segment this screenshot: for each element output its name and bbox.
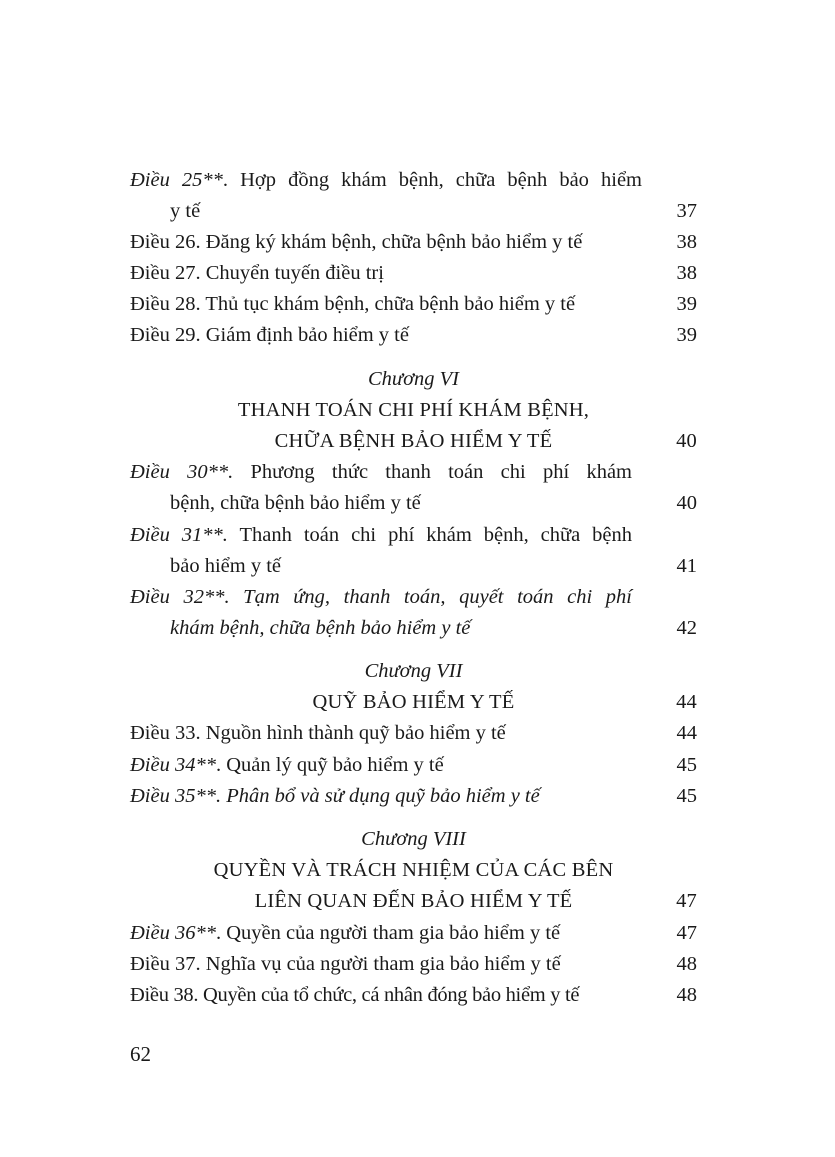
- article-label: Điều 25**: [130, 169, 223, 191]
- chapter-8-title-line1[interactable]: QUYỀN VÀ TRÁCH NHIỆM CỦA CÁC BÊN: [213, 859, 614, 881]
- toc-entry-text: [130, 520, 632, 551]
- toc-entry-text: Điều 29. Giám định bảo hiểm y tế: [130, 324, 409, 346]
- toc-entry-text: Điều 26. Đăng ký khám bệnh, chữa bệnh bảo hiểm y tế: [130, 231, 583, 253]
- page-ref: 45: [676, 754, 697, 776]
- toc-entry-art30[interactable]: [130, 457, 697, 488]
- page-ref: 38: [676, 262, 697, 284]
- article-title: Thanh toán chi phí khám bệnh, chữa bệnh: [227, 524, 632, 546]
- toc-entry-art32-cont[interactable]: [170, 613, 697, 644]
- page-ref: 39: [676, 324, 697, 346]
- article-label: Điều 31**.: [130, 524, 228, 546]
- article-label: Điều 36**: [130, 922, 216, 944]
- article-label: Điều 34**: [130, 754, 216, 776]
- toc-entry-art25[interactable]: [130, 165, 697, 196]
- toc-entry-text: [130, 750, 444, 781]
- page-ref: 40: [676, 492, 697, 514]
- article-title-cont: khám bệnh, chữa bệnh bảo hiểm y tế: [170, 617, 471, 639]
- toc-entry-art34[interactable]: [130, 750, 697, 781]
- page-ref: 39: [676, 293, 697, 315]
- chapter-8-label: Chương VIII: [361, 828, 466, 850]
- article-title-cont: bảo hiểm y tế: [170, 555, 282, 577]
- toc-entry-art31[interactable]: [130, 520, 697, 551]
- toc-entry-art37[interactable]: [130, 949, 697, 980]
- toc-entry-art31-cont[interactable]: [170, 551, 697, 582]
- toc-entry-art38[interactable]: [130, 980, 697, 1011]
- chapter-7-label: Chương VII: [364, 660, 463, 682]
- toc-entry-text: [130, 165, 642, 196]
- toc-entry-art26[interactable]: [130, 227, 697, 258]
- chapter-6-title-line1[interactable]: THANH TOÁN CHI PHÍ KHÁM BỆNH,: [237, 399, 590, 421]
- article-title: . Quyền của người tham gia bảo hiểm y tế: [215, 922, 561, 944]
- page-ref: 38: [676, 231, 697, 253]
- toc-entry-text: Điều 28. Thủ tục khám bệnh, chữa bệnh bảo hiểm y tế: [130, 293, 576, 315]
- toc-entry-text: [130, 918, 560, 949]
- toc-entry-art25-cont[interactable]: [170, 196, 697, 227]
- chapter-6-label: Chương VI: [367, 368, 460, 390]
- toc-entry-art28[interactable]: [130, 289, 697, 320]
- page-ref: 47: [676, 922, 697, 944]
- chapter-8-title-line2[interactable]: [130, 886, 697, 917]
- toc-entry-art35[interactable]: [130, 781, 697, 812]
- page-ref: 48: [676, 953, 697, 975]
- article-label: Điều 30**.: [130, 461, 234, 483]
- toc-entry-text: Điều 37. Nghĩa vụ của người tham gia bảo hiểm y tế: [130, 953, 561, 975]
- page-ref: 41: [676, 555, 697, 577]
- toc-entry-text: Điều 35**. Phân bổ và sử dụng quỹ bảo hiểm y tế: [130, 785, 540, 807]
- page-ref: 40: [676, 430, 697, 452]
- article-title-cont: y tế: [170, 200, 201, 222]
- toc-entry-art27[interactable]: [130, 258, 697, 289]
- article-title: . Hợp đồng khám bệnh, chữa bệnh bảo hiểm: [222, 169, 642, 191]
- toc-entry-text: [130, 457, 632, 488]
- toc-entry-art32[interactable]: [130, 582, 697, 613]
- chapter-7-title-text: QUỸ BẢO HIỂM Y TẾ: [312, 691, 515, 713]
- toc-entry-art33[interactable]: [130, 718, 697, 749]
- chapter-8-title-text: LIÊN QUAN ĐẾN BẢO HIỂM Y TẾ: [254, 890, 573, 912]
- page-ref: 47: [676, 890, 697, 912]
- chapter-6-title-line2[interactable]: [130, 426, 697, 457]
- toc-entry-art29[interactable]: [130, 320, 697, 351]
- toc-entry-text: Điều 27. Chuyển tuyến điều trị: [130, 262, 384, 284]
- toc-entry-text: Điều 38. Quyền của tổ chức, cá nhân đóng bảo hiểm y tế: [130, 984, 580, 1006]
- toc-entry-art30-cont[interactable]: [170, 488, 697, 519]
- toc-entry-text: Điều 33. Nguồn hình thành quỹ bảo hiểm y tế: [130, 722, 506, 744]
- chapter-7-title[interactable]: [130, 687, 697, 718]
- article-title: . Quản lý quỹ bảo hiểm y tế: [215, 754, 444, 776]
- page-number: 62: [130, 1042, 151, 1066]
- page-ref: 44: [676, 691, 697, 713]
- article-title: Phương thức thanh toán chi phí khám: [233, 461, 632, 483]
- toc-entry-text: Điều 32**. Tạm ứng, thanh toán, quyết toán chi phí: [130, 586, 632, 608]
- chapter-6-title-text: CHỮA BỆNH BẢO HIỂM Y TẾ: [274, 430, 553, 452]
- toc-entry-art36[interactable]: [130, 918, 697, 949]
- page-ref: 37: [676, 200, 697, 222]
- page-ref: 44: [676, 722, 697, 744]
- page-ref: 48: [676, 984, 697, 1006]
- article-title-cont: bệnh, chữa bệnh bảo hiểm y tế: [170, 492, 421, 514]
- page-ref: 45: [676, 785, 697, 807]
- page-ref: 42: [676, 617, 697, 639]
